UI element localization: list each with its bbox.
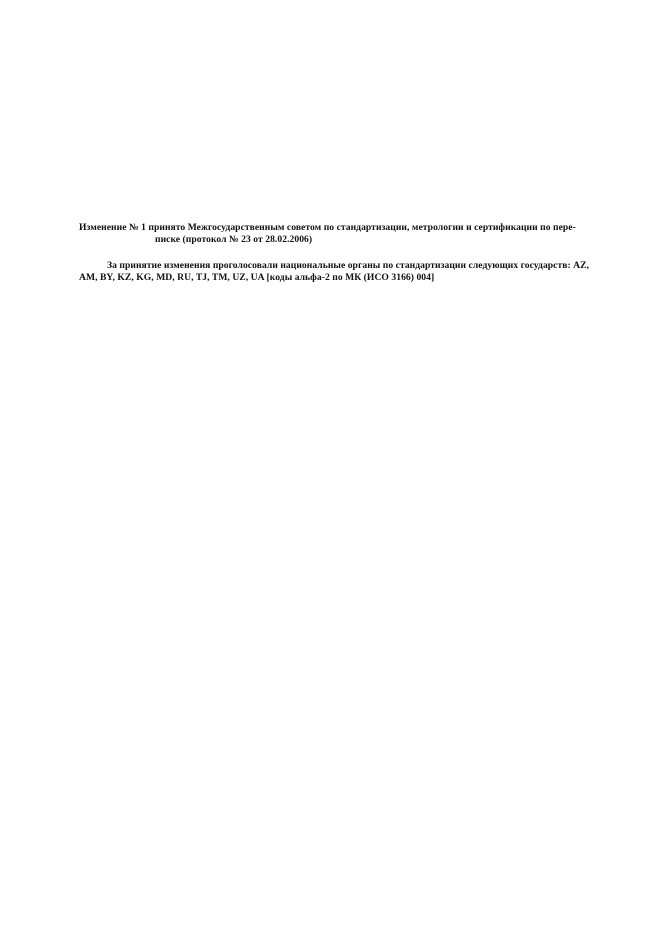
adoption-line-1: Изменение № 1 принято Межгосударственным советом по стандартизации, метрологии и сертификации по пере- [79, 222, 576, 233]
voting-line-1: За принятие изменения проголосовали национальные органы по стандартизации следующих государств: AZ, [107, 260, 590, 271]
adoption-line-2: писке (протокол № 23 от 28.02.2006) [155, 234, 313, 245]
voting-line-2: AM, BY, KZ, KG, MD, RU, TJ, TM, UZ, UA [коды альфа-2 по МК (ИСО 3166) 004] [79, 272, 435, 283]
adoption-paragraph [79, 222, 615, 246]
voting-paragraph [79, 260, 615, 284]
